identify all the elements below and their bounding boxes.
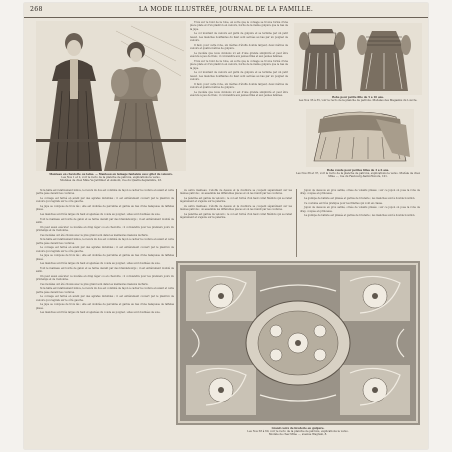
paragraph: On peut aussi exécuter ce modèle en drap léger ou en cheviotte ; il conviendra pour les premiers jours du printemps et de l'automne.: [36, 274, 174, 282]
paragraph: Trois sur le fond de la robe, en sorte que le corsage se trouve formé d'une pièce plate et d'un plastron en velours, bordé de la même guipure que le bas de la jupe.: [190, 21, 288, 31]
paragraph: Le modèle que nous donnons ici est d'une grande simplicité et peut être exécuté à peu de frais ; il conviendra aux jeunes filles et aux jeunes femmes.: [190, 90, 288, 98]
girl-coat-engraving: [306, 109, 414, 167]
page-number: 268: [30, 6, 43, 13]
paragraph: 2e autre manteau. L'étoffe de dessus et la doublure se coupent séparément sur les mêmes patrons ; on assemble les différentes pièces et on les réunit par les coutures.: [180, 189, 292, 196]
paragraph: La pèlerine est garnie de velours ; le col est formé d'un haut collet Médicis qui se rabat légèrement et s'ajuste sur la pèlerine.: [180, 213, 292, 220]
paragraph: Il faut, pour cette robe, six mètres d'étoffe double largeur, deux mètres de velours et quatre mètres de guipure.: [190, 43, 288, 51]
girl-coat-caption: [294, 169, 422, 179]
text-column-right-lower: [300, 189, 420, 259]
journal-page: [24, 3, 428, 449]
women-caption-title: Manteau en cheviotte ou laine. — Manteau en lainage fantaisie avec gilet de velours.: [49, 173, 173, 176]
paragraph: La jupe se compose de trois lés ; elle est doublée de percaline et garnie au bas d'une balayeuse de taffetas plissé.: [36, 303, 174, 310]
women-caption-line2: Modèles de chez Mme Ve Jardinier et Aumont, rue du Quatre-Septembre, 23.: [60, 179, 162, 183]
girl-coat-caption-title: Robe ronde pour petites filles de 3 à 6 ans.: [326, 169, 390, 172]
embroidery-caption: [176, 427, 420, 441]
paragraph: Les manches sont très larges du haut et ajustées du coude au poignet ; elles sont doublées de soie.: [40, 213, 161, 216]
paragraph: La pèlerine est garnie de velours ; le col est formé d'un haut collet Médicis qui se rabat légèrement et s'ajuste sur la pèlerine.: [180, 197, 292, 204]
women-caption-line1: Les Nos 1 et 2, voir le recto de la planche de patrons, explications le verso.: [61, 176, 161, 180]
paragraph: La guimpe de batiste est plissée et garnie de broderie ; les manches sont à double bouillon.: [304, 214, 416, 218]
paragraph: Tout le manteau est bordé de galon et se ferme devant par des brandebourgs ; il est entièrement doublé de satin.: [36, 217, 174, 224]
paragraph: Trois sur le fond de la robe, en sorte que le corsage se trouve formé d'une pièce plate et d'un plastron en velours, bordé de la même guipure que le bas de la jupe.: [190, 59, 288, 70]
paragraph: Le corsage est fermé en avant par des agrafes invisibles ; il est entièrement couvert par le plastron de velours qui s'agrafe sur le côté gauche.: [36, 295, 174, 302]
embroidery-caption-line1: Les Nos 58 à 60, voir le recto de la planche de patrons, explications le verso.: [247, 430, 349, 434]
paragraph: La jupe se compose de trois lés ; elle est doublée de percaline et garnie au bas d'une balayeuse de taffetas plissé.: [36, 205, 174, 212]
girl-dress-caption: [294, 96, 422, 106]
embroidery-engraving: [176, 261, 420, 425]
paragraph: Si la taille est relativement mince, le revers du dos est combiné de façon à cacher la couture en avant et cette partie pèse devant les coutures.: [36, 189, 174, 196]
paragraph: 2e autre manteau. L'étoffe de dessus et la doublure se coupent séparément sur les mêmes patrons ; on assemble les différentes pièces et on les réunit par les coutures.: [180, 205, 292, 212]
girl-coat-caption-line1: Les Nos 36 et 37, voir le recto de la planche de patrons, explications le verso.: [296, 172, 399, 176]
paragraph: Les manches sont très larges du haut et ajustées du coude au poignet ; elles sont doublées de soie.: [40, 262, 161, 266]
embroidery-caption-title: Grand carré de broderie en guipure.: [271, 427, 325, 430]
text-column-center-top: [190, 21, 288, 181]
paragraph: Ces modèles ont été choisis avec le plus grand soin dans les meilleures maisons de Paris.: [40, 233, 149, 237]
paragraph: Le corsage est fermé en avant par des agrafes invisibles ; il est entièrement couvert par le plastron de velours qui s'agrafe sur le côté gauche.: [36, 246, 174, 253]
column-divider: [176, 189, 177, 257]
paragraph: Ces modèles ont été choisis avec le plus grand soin dans les meilleures maisons de Paris.: [40, 282, 149, 286]
girl-dress-caption-line2: Modèles des Magasins du Louvre.: [372, 99, 418, 103]
paragraph: Le corsage est fermé en avant par des agrafes invisibles ; il est entièrement couvert par le plastron de velours qui s'agrafe sur le côté gauche.: [36, 197, 174, 204]
women-coats-caption: [36, 173, 186, 185]
paragraph: Le col montant de velours est garni de guipure et se termine par un petit nœud. Les manches bouffantes du haut sont serrées au bas par un poignet de velours.: [190, 71, 288, 82]
paragraph: Les manches sont très larges du haut et ajustées du coude au poignet ; elles sont doublées de soie.: [40, 311, 161, 315]
paragraph: La jupe se compose de trois lés ; elle est doublée de percaline et garnie au bas d'une balayeuse de taffetas plissé.: [36, 254, 174, 261]
girl-dress-engraving: [294, 23, 422, 95]
paragraph: Ce costume est très pratique pour les fillettes qui vont en classe.: [304, 201, 383, 205]
journal-title: LA MODE ILLUSTRÉE, JOURNAL DE LA FAMILLE.: [138, 6, 314, 13]
page-header: [24, 3, 428, 18]
paragraph: La guimpe de batiste est plissée et garnie de broderie ; les manches sont à double bouillon.: [304, 197, 416, 200]
text-column-center-mid: [180, 189, 292, 259]
girl-dress-caption-line1: Les Nos 33 à 35, voir le recto de la planche de patrons.: [298, 99, 372, 103]
girl-coat-caption-line2: Modèle de chez Mme ..., rue du Faubourg-Saint-Honoré, 101.: [328, 172, 420, 179]
paragraph: Jupon de dessous en gros satiné, ornée de volants plissés ; sur ce jupon on pose la robe de drap, coupée en princesse.: [300, 189, 420, 196]
girl-dress-caption-title: Robe pour petite fille de 5 à 10 ans.: [332, 96, 384, 99]
paragraph: Jupon de dessous en gros satiné, ornée de volants plissés ; sur ce jupon on pose la robe de drap, coupée en princesse.: [300, 206, 420, 213]
paragraph: Le modèle que nous donnons ici est d'une grande simplicité et peut être exécuté à peu de frais ; il conviendra aux jeunes filles et aux jeunes femmes.: [190, 51, 288, 59]
paragraph: Il faut, pour cette robe, six mètres d'étoffe double largeur, deux mètres de velours et quatre mètres de guipure.: [190, 82, 288, 90]
paragraph: Si la taille est relativement mince, le revers du dos est combiné de façon à cacher la couture en avant et cette partie pèse devant les coutures.: [36, 238, 174, 245]
paragraph: Si la taille est relativement mince, le revers du dos est combiné de façon à cacher la couture en avant et cette partie pèse devant les coutures.: [36, 287, 174, 294]
paragraph: Tout le manteau est bordé de galon et se ferme devant par des brandebourgs ; il est entièrement doublé de satin.: [36, 266, 174, 274]
women-coats-engraving: [36, 21, 186, 171]
paragraph: On peut aussi exécuter ce modèle en drap léger ou en cheviotte ; il conviendra pour les premiers jours du printemps et de l'automne.: [36, 225, 174, 232]
embroidery-caption-line2: Modèle de chez Mme ..., avenue Wagram, 8.: [268, 433, 328, 437]
paragraph: Le col montant de velours est garni de guipure et se termine par un petit nœud. Les manches bouffantes du haut sont serrées au bas par un poignet de velours.: [190, 32, 288, 43]
column-divider: [296, 189, 297, 257]
text-column-left-lower: [36, 189, 174, 444]
